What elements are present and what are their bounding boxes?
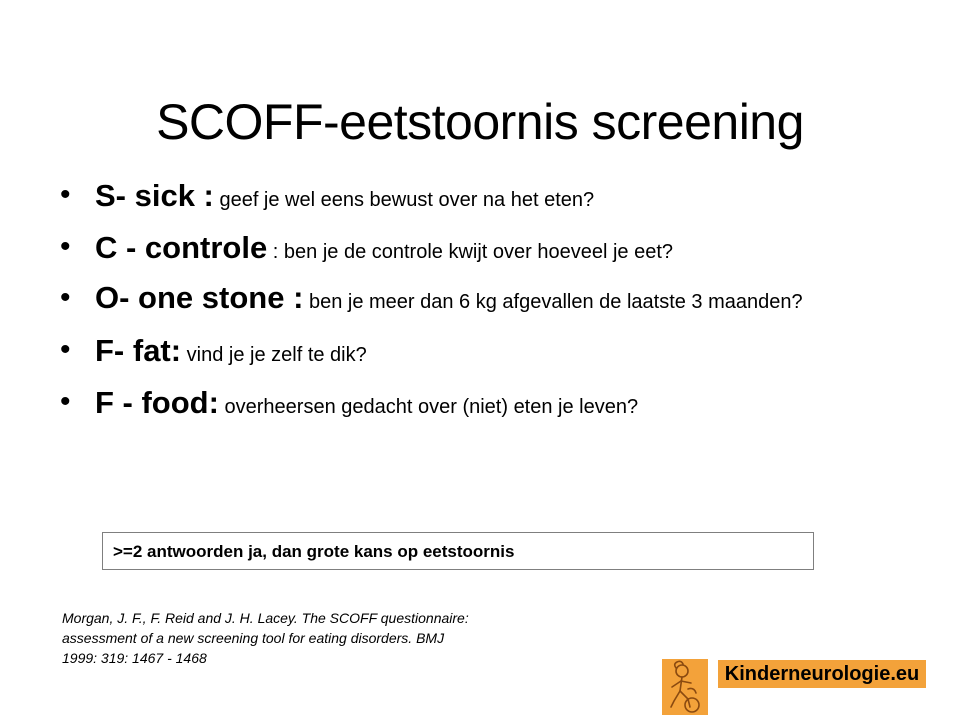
scoff-criteria-list bbox=[60, 178, 900, 437]
citation-line: Morgan, J. F., F. Reid and J. H. Lacey. The SCOFF questionnaire: bbox=[62, 610, 469, 626]
bullet-item-food bbox=[60, 385, 900, 421]
bullet-icon: • bbox=[60, 333, 71, 367]
bullet-term: O- one stone : bbox=[95, 280, 304, 316]
child-figure-icon bbox=[662, 659, 708, 715]
bullet-item-controle bbox=[60, 230, 900, 266]
bullet-item-one-stone bbox=[60, 281, 900, 317]
slide-title: SCOFF-eetstoornis screening bbox=[156, 93, 804, 150]
bullet-icon: • bbox=[60, 229, 71, 263]
bullet-term: C - controle bbox=[95, 229, 268, 265]
threshold-note: >=2 antwoorden ja, dan grote kans op eetstoornis bbox=[102, 532, 814, 570]
bullet-question: vind je je zelf te dik? bbox=[181, 344, 367, 367]
bullet-term: S- sick : bbox=[95, 178, 214, 213]
bullet-item-sick bbox=[60, 178, 900, 214]
bullet-icon: • bbox=[60, 384, 71, 418]
bullet-term: F- fat: bbox=[95, 333, 182, 369]
bullet-icon: • bbox=[60, 178, 71, 211]
bullet-question: : ben je de controle kwijt over hoeveel je eet? bbox=[267, 240, 674, 263]
logo-text: Kinderneurologie.eu bbox=[718, 660, 926, 688]
citation bbox=[62, 608, 582, 668]
citation-line: 1999: 319: 1467 - 1468 bbox=[62, 650, 207, 666]
bullet-question: ben je meer dan 6 kg afgevallen de laatste 3 maanden? bbox=[303, 291, 803, 314]
child-figure-icon-graphic bbox=[662, 659, 708, 715]
bullet-term: F - food: bbox=[95, 384, 219, 420]
bullet-item-fat bbox=[60, 333, 900, 369]
bullet-question: overheersen gedacht over (niet) eten je leven? bbox=[218, 395, 639, 418]
citation-line: assessment of a new screening tool for eating disorders. BMJ bbox=[62, 630, 445, 646]
bullet-icon: • bbox=[60, 281, 71, 315]
bullet-question: geef je wel eens bewust over na het eten? bbox=[213, 189, 595, 211]
